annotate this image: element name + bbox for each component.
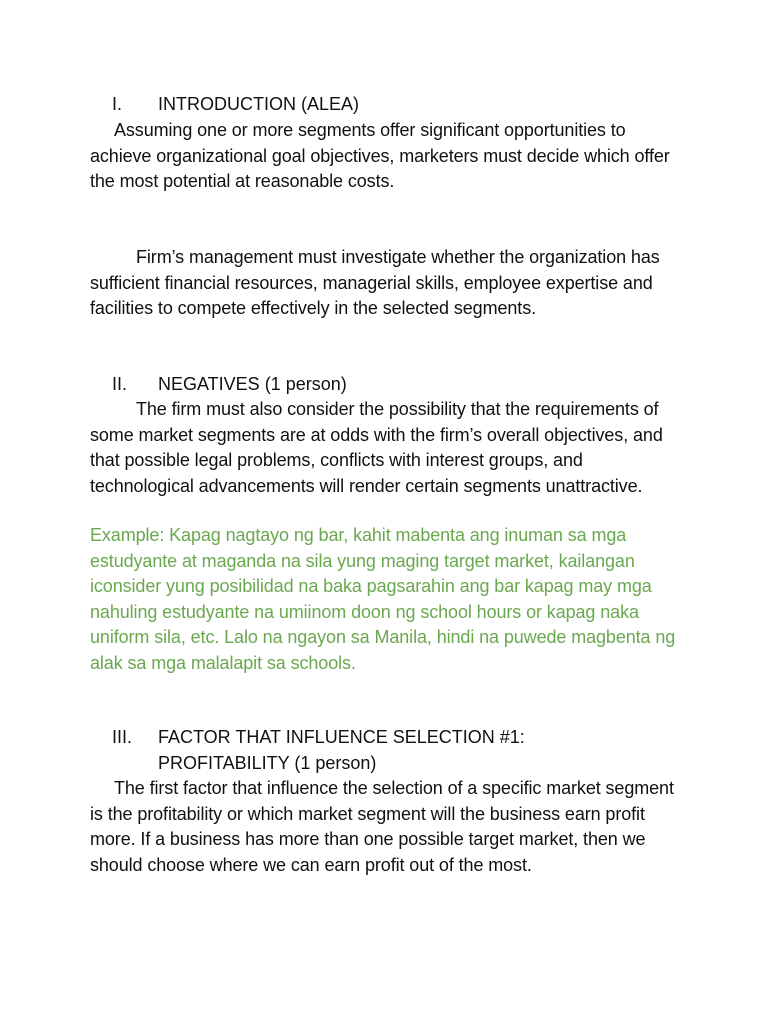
section-heading-negatives [112, 372, 347, 398]
negatives-paragraph [90, 397, 690, 499]
example-text: Example: Kapag nagtayo ng bar, kahit mabenta ang inuman sa mga estudyante at maganda na sila yung maging target market, kailangan iconsider yung posibilidad na baka pagsarahin ang bar kapag may mga nahuling estudyante na umiinom doon ng school hours or kapag naka uniform sila, etc. Lalo na ngayon sa Manila, hindi na puwede magbenta ng alak sa mga malalapit sa schools. [90, 525, 676, 673]
section-number: III. [112, 727, 133, 747]
section-number: II. [112, 374, 128, 394]
intro-paragraph-2 [90, 245, 690, 322]
paragraph-text: The firm must also consider the possibility that the requirements of some market segments are at odds with the firm’s overall objectives, and that possible legal problems, conflicts with interest groups, and technological advancements will render certain segments unattractive. [90, 399, 663, 496]
section-title: FACTOR THAT INFLUENCE SELECTION #1: PROFITABILITY (1 person) [158, 727, 525, 773]
paragraph-text: The first factor that influence the selection of a specific market segment is the profitability or which market segment will the business earn profit more. If a business has more than one possible target market, then we should choose where we can earn profit out of the most. [90, 778, 674, 875]
negatives-example [90, 523, 690, 676]
profitability-paragraph [90, 776, 690, 878]
section-title: INTRODUCTION (ALEA) [158, 94, 360, 114]
section-heading-introduction [112, 92, 359, 118]
paragraph-text: Assuming one or more segments offer significant opportunities to achieve organizational goal objectives, marketers must decide which offer the most potential at reasonable costs. [90, 120, 670, 191]
section-number: I. [112, 94, 123, 114]
section-heading-profitability [112, 725, 672, 776]
intro-paragraph-1 [90, 118, 690, 195]
section-title: NEGATIVES (1 person) [158, 374, 347, 394]
paragraph-text: Firm’s management must investigate whether the organization has sufficient financial resources, managerial skills, employee expertise and facilities to compete effectively in the selected segments. [90, 247, 660, 318]
